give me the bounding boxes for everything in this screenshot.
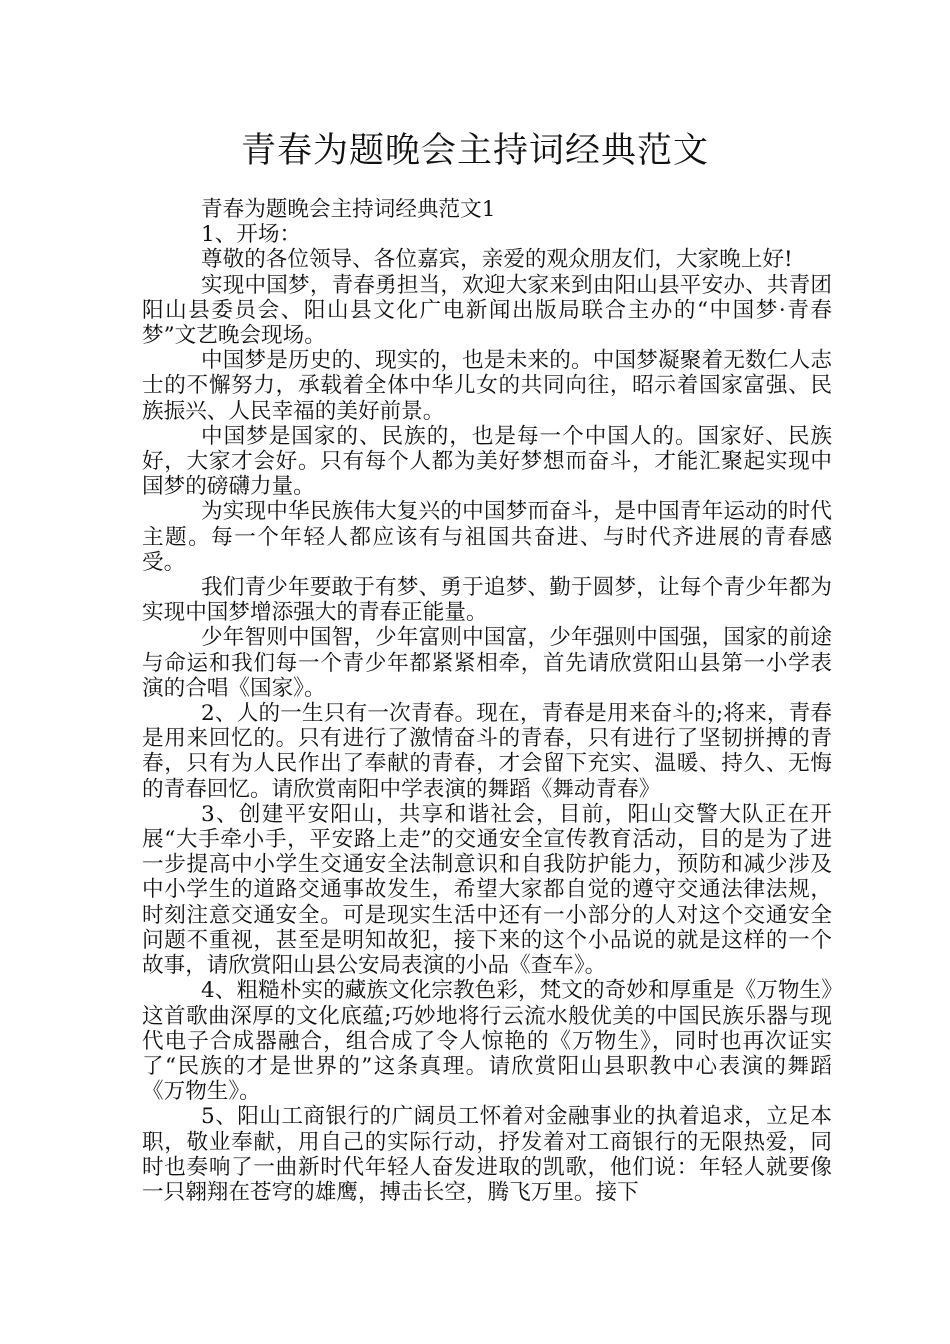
paragraph: 我们青少年要敢于有梦、勇于追梦、勤于圆梦，让每个青少年都为实现中国梦增添强大的青春正能量。 — [142, 575, 832, 626]
paragraph: 中国梦是历史的、现实的，也是未来的。中国梦凝聚着无数仁人志士的不懈努力，承载着全体中华儿女的共同向往，昭示着国家富强、民族振兴、人民幸福的美好前景。 — [142, 348, 832, 424]
paragraph: 3、创建平安阳山，共享和谐社会，目前，阳山交警大队正在开展“大手牵小手，平安路上走”的交通安全宣传教育活动，目的是为了进一步提高中小学生交通安全法制意识和自我防护能力，预防和减少涉及中小学生的道路交通事故发生，希望大家都自觉的遵守交通法律法规，时刻注意交通安全。可是现实生活中还有一小部分的人对这个交通安全问题不重视，甚至是明知故犯，接下来的这个小品说的就是这样的一个故事，请欣赏阳山县公安局表演的小品《查车》。 — [142, 801, 832, 979]
paragraph: 少年智则中国智，少年富则中国富，少年强则中国强，国家的前途与命运和我们每一个青少年都紧紧相牵，首先请欣赏阳山县第一小学表演的合唱《国家》。 — [142, 625, 832, 701]
paragraph: 青春为题晚会主持词经典范文1 — [201, 197, 496, 222]
paragraph: 实现中国梦，青春勇担当，欢迎大家来到由阳山县平安办、共青团阳山县委员会、阳山县文化广电新闻出版局联合主办的“中国梦·青春梦”文艺晚会现场。 — [142, 272, 832, 349]
paragraph: 中国梦是国家的、民族的，也是每一个中国人的。国家好、民族好，大家才会好。只有每个人都为美好梦想而奋斗，才能汇聚起实现中国梦的磅礴力量。 — [142, 423, 832, 500]
document-body — [142, 197, 832, 1205]
paragraph: 尊敬的各位领导、各位嘉宾，亲爱的观众朋友们，大家晚上好! — [201, 247, 793, 273]
paragraph: 5、阳山工商银行的广阔员工怀着对金融事业的执着追求，立足本职，敬业奉献，用自己的实际行动，抒发着对工商银行的无限热爱，同时也奏响了一曲新时代年轻人奋发进取的凯歌，他们说：年轻人就要像一只翱翔在苍穹的雄鹰，搏击长空，腾飞万里。接下 — [142, 1104, 832, 1205]
paragraph: 1、开场： — [201, 222, 302, 248]
paragraph: 为实现中华民族伟大复兴的中国梦而奋斗，是中国青年运动的时代主题。每一个年轻人都应该有与祖国共奋进、与时代齐进展的青春感受。 — [142, 499, 832, 575]
document-title: 青春为题晚会主持词经典范文 — [240, 131, 709, 171]
paragraph: 4、粗糙朴实的藏族文化宗教色彩，梵文的奇妙和厚重是《万物生》这首歌曲深厚的文化底蕴;巧妙地将行云流水般优美的中国民族乐器与现代电子合成器融合，组合成了令人惊艳的《万物生》，同时也再次证实了“民族的才是世界的”这条真理。请欣赏阳山县职教中心表演的舞蹈《万物生》。 — [142, 978, 832, 1105]
paragraph: 2、人的一生只有一次青春。现在，青春是用来奋斗的;将来，青春是用来回忆的。只有进行了激情奋斗的青春，只有进行了坚韧拼搏的青春，只有为人民作出了奉献的青春，才会留下充实、温暖、持久、无悔的青春回忆。请欣赏南阳中学表演的舞蹈《舞动青春》 — [142, 701, 832, 802]
